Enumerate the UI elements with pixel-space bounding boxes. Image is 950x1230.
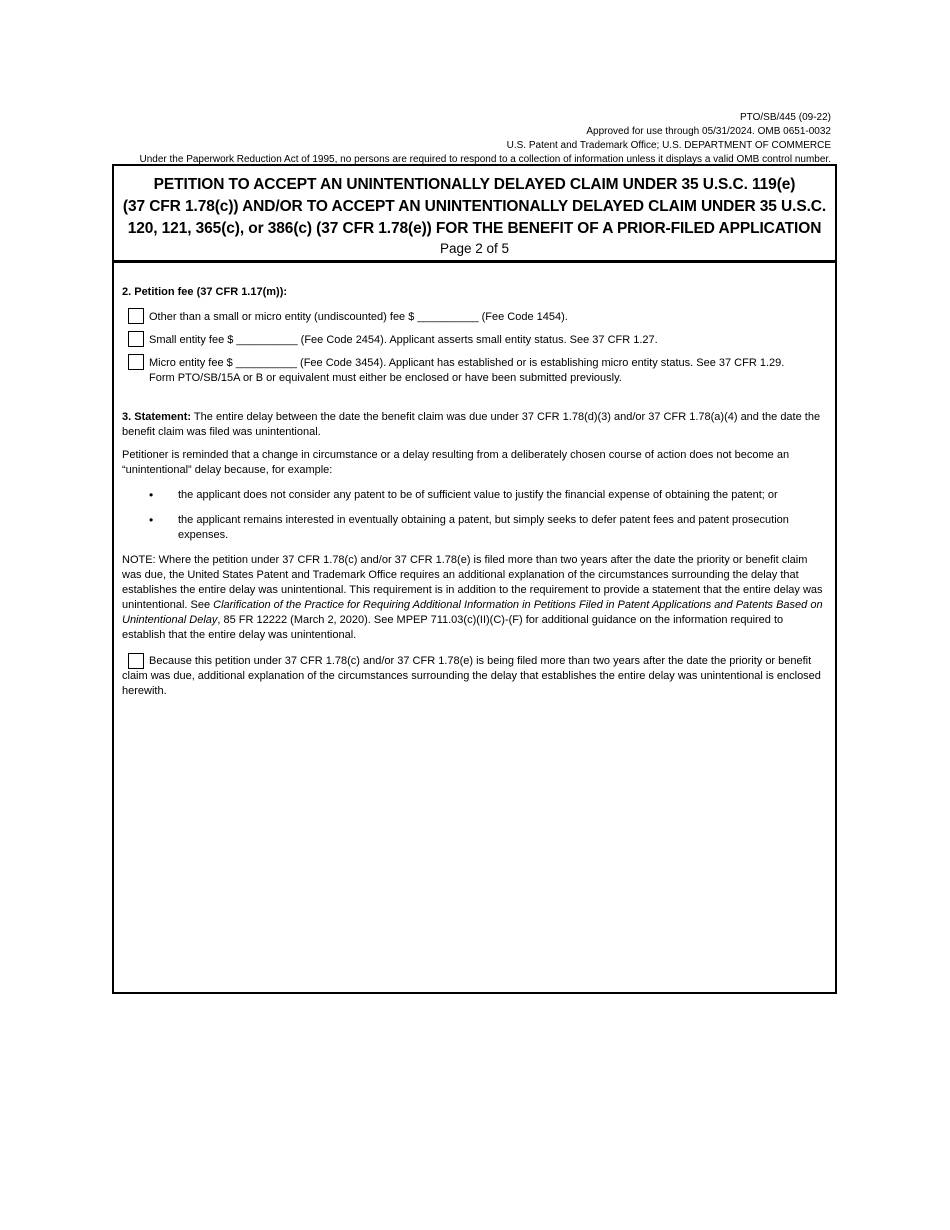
undiscounted-fee-checkbox[interactable] bbox=[128, 308, 144, 324]
small-entity-fee-label: Small entity fee $ __________ (Fee Code 2454). Applicant asserts small entity status. See 37 CFR 1.27. bbox=[149, 334, 658, 346]
form-box bbox=[112, 164, 837, 994]
form-content bbox=[114, 263, 835, 699]
note-text-part1: NOTE: Where the petition under 37 CFR 1.78(c) and/or 37 CFR 1.78(e) is filed more than two years after the date the priority or benefit claim was due, the United States Patent and Trademark Office requires an additional explanation of the circumstances surrounding the delay that establishes the entire delay was unintentional. This requirement is in addition to the requirement to provide a statement that the entire delay was unintentional. See bbox=[122, 554, 823, 611]
list-item bbox=[122, 488, 829, 503]
small-entity-fee-checkbox[interactable] bbox=[128, 331, 144, 347]
omb-approval: Approved for use through 05/31/2024. OMB 0651-0032 bbox=[586, 126, 831, 137]
bullet-icon: • bbox=[149, 488, 154, 502]
form-title bbox=[114, 166, 835, 240]
title-line-3: 120, 121, 365(c), or 386(c) (37 CFR 1.78(e)) FOR THE BENEFIT OF A PRIOR-FILED APPLICATION bbox=[127, 220, 822, 237]
micro-entity-fee-label: Micro entity fee $ __________ (Fee Code 3454). Applicant has established or is establishing micro entity status. See 37 CFR 1.29. bbox=[149, 357, 785, 369]
fee-option-undiscounted[interactable] bbox=[122, 308, 829, 325]
note-text-part2: , 85 FR 12222 (March 2, 2020). See MPEP 711.03(c)(II)(C)-(F) for additional guidance on the information required to establish that the entire delay was unintentional. bbox=[122, 614, 784, 641]
statement-text: The entire delay between the date the benefit claim was due under 37 CFR 1.78(d)(3) and/or 37 CFR 1.78(a)(4) and the date the benefit claim was filed was unintentional. bbox=[122, 411, 821, 438]
page-number: Page 2 of 5 bbox=[439, 241, 510, 256]
note-paragraph bbox=[122, 553, 829, 643]
micro-entity-fee-checkbox[interactable] bbox=[128, 354, 144, 370]
form-number: PTO/SB/445 (09-22) bbox=[740, 112, 831, 123]
bullet-text: the applicant remains interested in eventually obtaining a patent, but simply seeks to defer patent fees and patent prosecution expenses. bbox=[178, 514, 789, 541]
form-header-meta bbox=[100, 111, 831, 167]
title-area bbox=[114, 166, 835, 263]
late-filing-option[interactable] bbox=[122, 654, 829, 699]
fee-option-small-entity[interactable] bbox=[122, 331, 829, 348]
micro-entity-fee-text bbox=[149, 354, 784, 386]
late-filing-checkbox[interactable] bbox=[128, 653, 144, 669]
fee-option-micro-entity[interactable] bbox=[122, 354, 829, 386]
micro-entity-form-note: Form PTO/SB/15A or B or equivalent must either be enclosed or have been submitted previously. bbox=[149, 372, 622, 384]
late-filing-label: Because this petition under 37 CFR 1.78(c) and/or 37 CFR 1.78(e) is being filed more than two years after the date the priority or benefit claim was due, additional explanation of the circumstances surrounding the delay that establishes the entire delay was unintentional is enclosed herewith. bbox=[122, 655, 821, 697]
statement-label: 3. Statement: bbox=[122, 411, 192, 423]
title-line-2: (37 CFR 1.78(c)) AND/OR TO ACCEPT AN UNINTENTIONALLY DELAYED CLAIM UNDER 35 U.S.C. bbox=[122, 198, 827, 215]
statement-paragraph bbox=[122, 410, 829, 440]
paperwork-notice: Under the Paperwork Reduction Act of 1995, no persons are required to respond to a collection of information unless it displays a valid OMB control number. bbox=[139, 154, 831, 165]
bullet-text: the applicant does not consider any patent to be of sufficient value to justify the financial expense of obtaining the patent; or bbox=[178, 489, 778, 501]
list-item bbox=[122, 513, 829, 543]
note-citation-title: Clarification of the Practice for Requiring Additional Information in Petitions Filed in Patent Applications and Patents Based on Unintentional Delay bbox=[122, 599, 823, 626]
reminder-paragraph: Petitioner is reminded that a change in circumstance or a delay resulting from a deliberately chosen course of action does not become an “unintentional” delay because, for example: bbox=[122, 449, 790, 476]
petition-fee-heading: 2. Petition fee (37 CFR 1.17(m)): bbox=[122, 286, 288, 298]
undiscounted-fee-label: Other than a small or micro entity (undiscounted) fee $ __________ (Fee Code 1454). bbox=[149, 311, 568, 323]
agency-line: U.S. Patent and Trademark Office; U.S. DEPARTMENT OF COMMERCE bbox=[506, 140, 831, 151]
title-line-1: PETITION TO ACCEPT AN UNINTENTIONALLY DELAYED CLAIM UNDER 35 U.S.C. 119(e) bbox=[153, 176, 796, 193]
bullet-icon: • bbox=[149, 513, 154, 527]
